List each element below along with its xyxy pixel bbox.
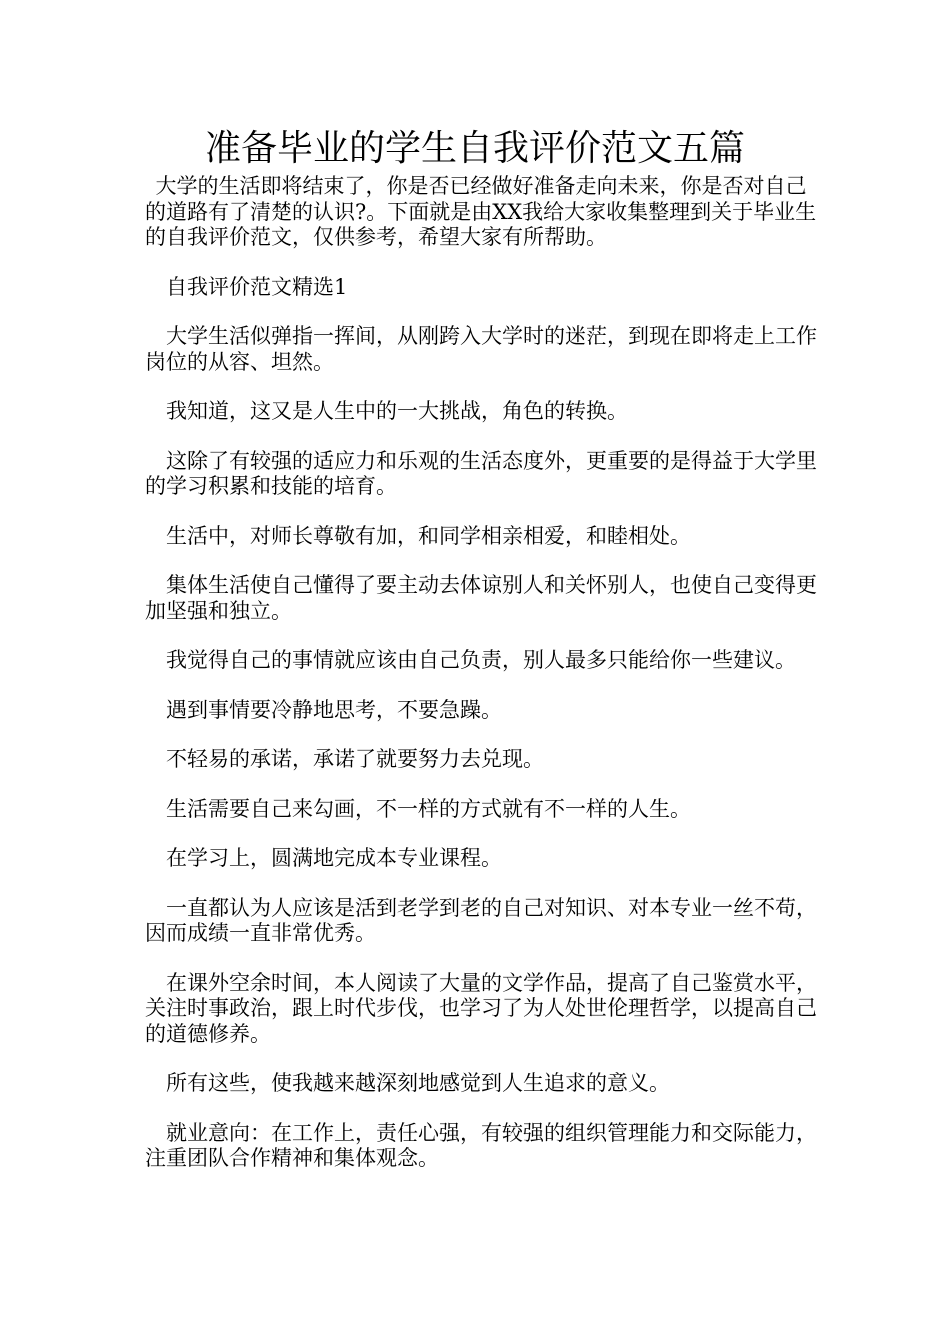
body-paragraph: 遇到事情要冷静地思考，不要急躁。 [166,697,502,722]
intro-paragraph: 大学的生活即将结束了，你是否已经做好准备走向未来，你是否对自己的道路有了清楚的认识?。下面就是由XX我给大家收集整理到关于毕业生的自我评价范文，仅供参考，希望大家有所帮助。 [145,174,817,249]
body-paragraph: 就业意向：在工作上，责任心强，有较强的组织管理能力和交际能力，注重团队合作精神和集体观念。 [145,1120,817,1170]
body-paragraph: 这除了有较强的适应力和乐观的生活态度外，更重要的是得益于大学里的学习积累和技能的培育。 [145,448,817,498]
body-paragraph: 大学生活似弹指一挥间，从刚跨入大学时的迷茫，到现在即将走上工作岗位的从容、坦然。 [145,324,817,374]
body-paragraph: 所有这些，使我越来越深刻地感觉到人生追求的意义。 [166,1071,670,1095]
body-paragraph: 一直都认为人应该是活到老学到老的自己对知识、对本专业一丝不苟，因而成绩一直非常优秀。 [145,895,817,945]
section-heading: 自我评价范文精选1 [166,274,348,299]
body-paragraph: 生活中，对师长尊敬有加，和同学相亲相爱，和睦相处。 [166,523,691,548]
body-paragraph: 集体生活使自己懂得了要主动去体谅别人和关怀别人，也使自己变得更加坚强和独立。 [145,573,817,623]
body-paragraph: 生活需要自己来勾画，不一样的方式就有不一样的人生。 [166,796,691,821]
body-paragraph: 在学习上，圆满地完成本专业课程。 [166,846,502,870]
body-paragraph: 不轻易的承诺，承诺了就要努力去兑现。 [166,747,544,771]
body-paragraph: 我知道，这又是人生中的一大挑战，角色的转换。 [166,399,628,423]
document-body [145,174,817,1196]
body-paragraph: 我觉得自己的事情就应该由自己负责，别人最多只能给你一些建议。 [166,648,796,672]
body-paragraph: 在课外空余时间，本人阅读了大量的文学作品，提高了自己鉴赏水平，关注时事政治，跟上时代步伐，也学习了为人处世伦理哲学，以提高自己的道德修养。 [145,970,817,1046]
document-title: 准备毕业的学生自我评价范文五篇 [204,128,745,169]
